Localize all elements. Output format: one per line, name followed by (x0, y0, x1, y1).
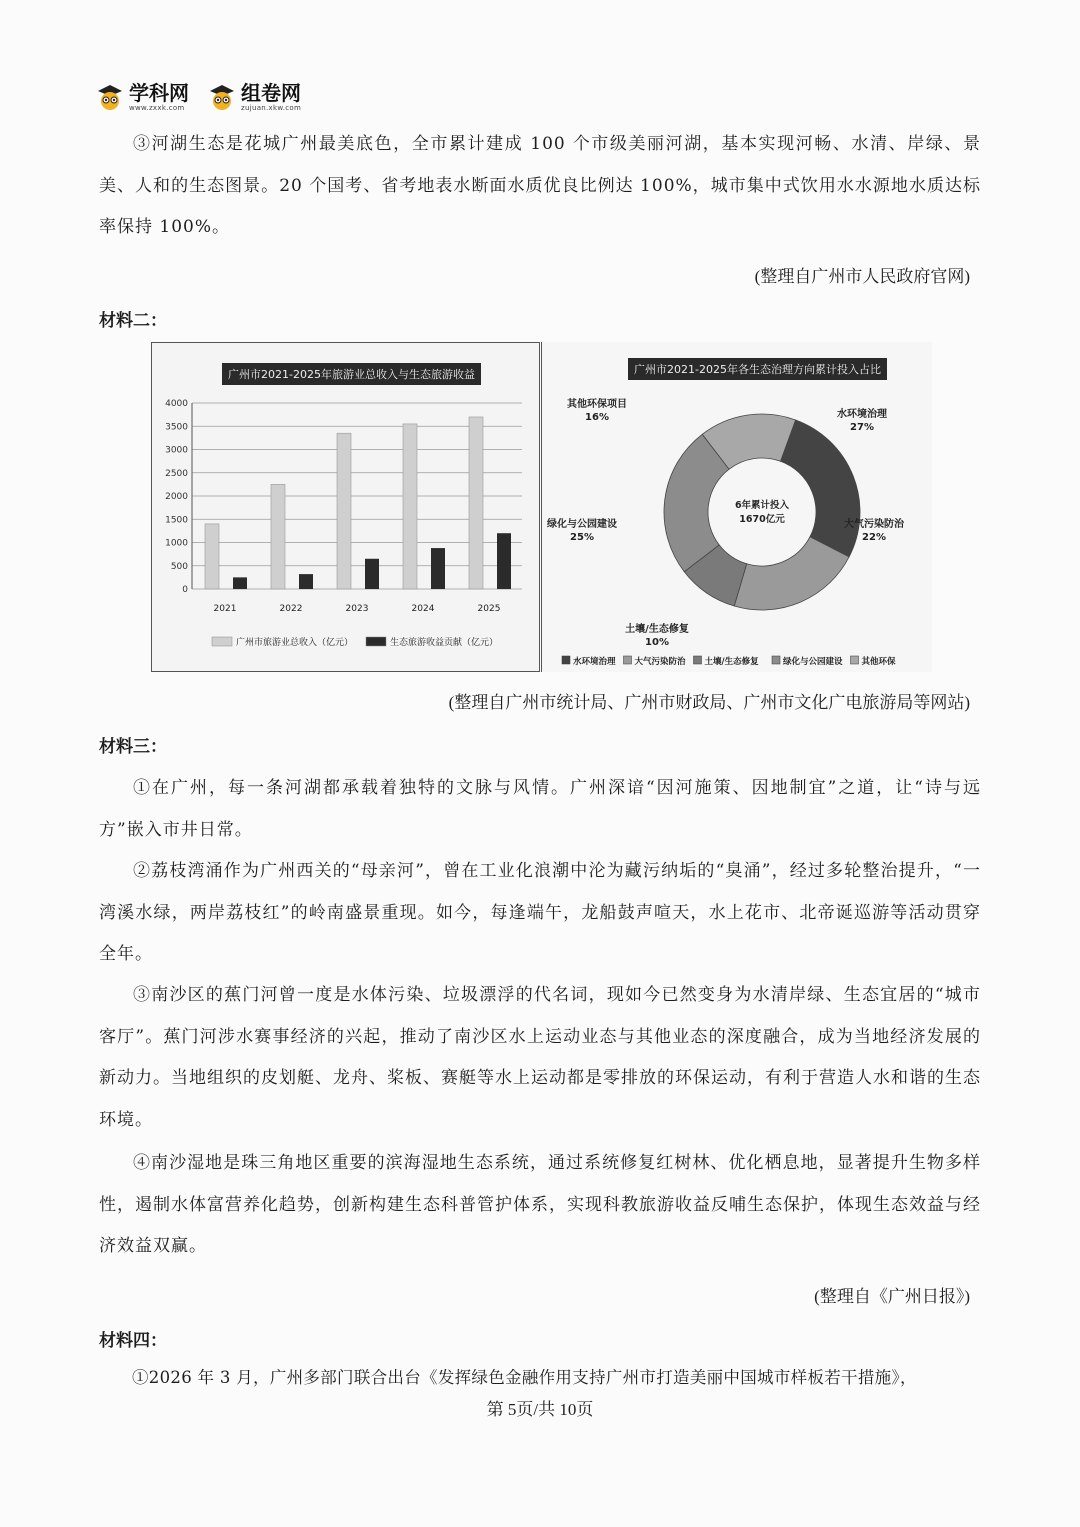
y-tick-label: 1500 (165, 515, 188, 526)
legend-label: 大气污染防治 (634, 657, 686, 667)
section-heading: 材料二： (99, 311, 167, 331)
paragraph: ③南沙区的蕉门河曾一度是水体污染、垃圾漂浮的代名词，现如今已然变身为水清岸绿、生态宜居的“城市客厅”。蕉门河涉水赛事经济的兴起，推动了南沙区水上运动业态与其他业态的深度融合，成为当地经济发展的新动力。当地组织的皮划艇、龙舟、桨板、赛艇等水上运动都是零排放的环保运动，有利于营造人水和谐的生态环境。 (99, 985, 981, 1130)
source-citation: (整理自广州市统计局、广州市财政局、广州市文化广电旅游局等网站) (448, 693, 970, 712)
header-logos (95, 82, 301, 112)
owl-logo-icon (207, 82, 237, 112)
legend-label: 水环境治理 (573, 657, 616, 667)
y-tick-label: 2500 (165, 468, 188, 479)
donut-chart-canvas (542, 342, 932, 672)
legend-label: 广州市旅游业总收入（亿元） (236, 638, 354, 648)
logo-xuekewang (95, 82, 189, 112)
logo-name: 组卷网 (241, 80, 301, 105)
bar (337, 433, 351, 589)
y-tick-label: 500 (170, 561, 188, 572)
center-value: 1670亿元 (739, 514, 785, 525)
slice-percent: 10% (645, 637, 669, 648)
legend-label: 土壤/生态修复 (704, 657, 759, 667)
legend-label: 绿化与公园建设 (783, 657, 843, 667)
y-tick-label: 3500 (165, 422, 188, 433)
bar (205, 524, 219, 589)
bar-chart (151, 342, 540, 672)
slice-label: 其他环保项目 (567, 399, 627, 410)
center-label: 6年累计投入 (734, 500, 790, 511)
x-tick-label: 2021 (213, 604, 237, 614)
slice-label: 水环境治理 (837, 409, 887, 420)
legend-swatch (562, 656, 570, 664)
legend-label: 其他环保 (861, 657, 896, 667)
chart-title: 广州市2021-2025年旅游业总收入与生态旅游收益 (222, 363, 481, 385)
section-heading: 材料三： (99, 737, 167, 757)
chart-title: 广州市2021-2025年各生态治理方向累计投入占比 (628, 358, 887, 380)
legend-swatch (694, 656, 702, 664)
x-tick-label: 2025 (477, 604, 501, 614)
x-tick-label: 2024 (411, 604, 435, 614)
bar (233, 577, 247, 589)
bar (431, 548, 445, 589)
x-tick-label: 2023 (345, 604, 369, 614)
bar (271, 484, 285, 589)
section-heading: 材料四： (99, 1331, 167, 1351)
paragraph: ③河湖生态是花城广州最美底色，全市累计建成 100 个市级美丽河湖，基本实现河畅、水清、岸绿、景美、人和的生态图景。20 个国考、省考地表水断面水质优良比例达 100%，城市集中式饮用水水源地水质达标率保持 100%。 (99, 134, 981, 237)
y-tick-label: 0 (182, 585, 188, 595)
legend-swatch (366, 637, 386, 646)
y-tick-label: 1000 (165, 538, 188, 549)
logo-zujuanwang (207, 82, 301, 112)
owl-logo-icon (95, 82, 125, 112)
legend-swatch (772, 656, 780, 664)
paragraph: ②荔枝湾涌作为广州西关的“母亲河”，曾在工业化浪潮中沦为藏污纳垢的“臭涌”，经过多轮整治提升，“一湾溪水绿，两岸荔枝红”的岭南盛景重现。如今，每逢端午，龙船鼓声喧天，水上花市、北帝诞巡游等活动贯穿全年。 (99, 861, 981, 964)
paragraph: ①在广州，每一条河湖都承载着独特的文脉与风情。广州深谙“因河施策、因地制宜”之道，让“诗与远方”嵌入市井日常。 (99, 778, 981, 840)
slice-percent: 22% (862, 532, 886, 543)
legend-label: 生态旅游收益贡献（亿元） (390, 638, 499, 648)
legend-swatch (624, 656, 632, 664)
source-citation: (整理自《广州日报》) (814, 1287, 970, 1306)
legend-swatch (851, 656, 859, 664)
bar (365, 559, 379, 589)
bar (497, 533, 511, 589)
slice-label: 绿化与公园建设 (547, 519, 617, 530)
y-tick-label: 3000 (165, 445, 188, 456)
slice-percent: 25% (570, 532, 594, 543)
slice-label: 大气污染防治 (844, 519, 904, 530)
page-number: 第 5页/共 10页 (486, 1400, 594, 1419)
x-tick-label: 2022 (279, 604, 303, 614)
logo-url: zujuan.xkw.com (241, 103, 302, 112)
paragraph: ①2026 年 3 月，广州多部门联合出台《发挥绿色金融作用支持广州市打造美丽中国城市样板若干措施》， (132, 1368, 917, 1387)
source-citation: (整理自广州市人民政府官网) (754, 267, 970, 286)
slice-percent: 16% (585, 412, 609, 423)
logo-name: 学科网 (129, 80, 189, 105)
bar (469, 417, 483, 589)
paragraph: ④南沙湿地是珠三角地区重要的滨海湿地生态系统，通过系统修复红树林、优化栖息地，显著提升生物多样性，遏制水体富营养化趋势，创新构建生态科普管护体系，实现科教旅游收益反哺生态保护，体现生态效益与经济效益双赢。 (99, 1153, 981, 1256)
donut-chart (541, 342, 932, 672)
slice-percent: 27% (850, 422, 874, 433)
slice-label: 土壤/生态修复 (625, 624, 689, 635)
y-tick-label: 4000 (165, 399, 188, 409)
bar (299, 574, 313, 589)
y-tick-label: 2000 (165, 492, 188, 502)
donut-hole (709, 459, 815, 565)
bar-chart-canvas (152, 343, 539, 671)
logo-url: www.zxxk.com (129, 103, 185, 112)
bar (403, 424, 417, 589)
legend-swatch (212, 637, 232, 646)
